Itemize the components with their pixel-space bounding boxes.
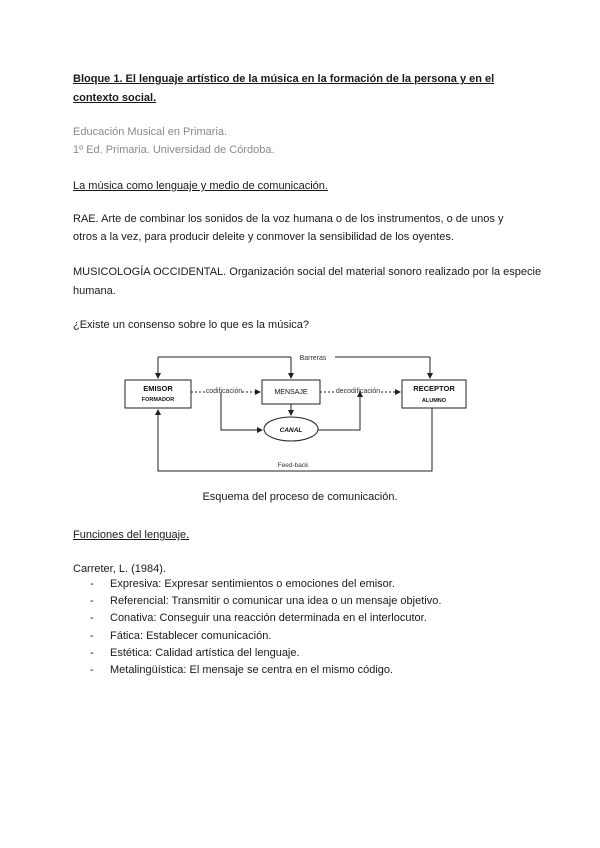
- codification-label: codificación: [205, 388, 243, 395]
- receiver-sub-label: ALUMNO: [421, 398, 447, 404]
- emitter-sub-label: FORMADOR: [141, 397, 175, 403]
- list-item: [73, 593, 441, 610]
- bullet-dash: -: [90, 578, 94, 590]
- section-title-music-language: La música como lenguaje y medio de comunicación.: [73, 180, 328, 192]
- list-item: [73, 662, 441, 679]
- bullet-dash: -: [90, 646, 94, 659]
- function-text: Fática: Establecer comunicación.: [110, 629, 272, 642]
- function-text: Estética: Calidad artística del lenguaje.: [110, 646, 300, 659]
- musicology-definition-line-1: MUSICOLOGÍA OCCIDENTAL. Organización social del material sonoro realizado por la especie: [73, 266, 542, 278]
- list-item: [73, 645, 441, 662]
- channel-receiver-arrow: [318, 392, 360, 430]
- musicology-definition-line-2: humana.: [73, 285, 116, 297]
- heading-line-2: contexto social.: [73, 92, 157, 104]
- function-text: Metalingüística: El mensaje se centra en el mismo código.: [110, 664, 394, 677]
- function-text: Referencial: Transmitir o comunicar una idea o un mensaje objetivo.: [110, 595, 442, 608]
- function-text: Conativa: Conseguir una reacción determinada en el interlocutor.: [110, 612, 427, 625]
- section-title-language-functions: Funciones del lenguaje.: [73, 529, 190, 541]
- bullet-dash: -: [90, 595, 94, 608]
- heading-line-1: Bloque 1. El lenguaje artístico de la música en la formación de la persona y en el: [73, 73, 495, 85]
- subtitle-course: Educación Musical en Primaria.: [73, 126, 228, 138]
- rae-definition-line-1: RAE. Arte de combinar los sonidos de la voz humana o de los instrumentos, o de unos y: [73, 213, 504, 225]
- barriers-label: Barreras: [299, 355, 327, 362]
- receiver-label: RECEPTOR: [413, 384, 455, 393]
- list-item: [73, 628, 441, 645]
- bullet-dash: -: [90, 629, 94, 642]
- consensus-question: ¿Existe un consenso sobre lo que es la música?: [73, 319, 310, 331]
- bullet-dash: -: [90, 612, 94, 625]
- bullet-dash: -: [90, 664, 94, 677]
- subtitle-university: 1º Ed. Primaria. Universidad de Córdoba.: [73, 144, 275, 156]
- list-item: [73, 610, 441, 627]
- list-item: [73, 576, 441, 593]
- emitter-channel-arrow: [221, 392, 262, 430]
- rae-definition-line-2: otros a la vez, para producir deleite y conmover la sensibilidad de los oyentes.: [73, 231, 454, 243]
- decodification-label: decodificación: [335, 388, 381, 395]
- channel-label: CANAL: [279, 427, 303, 434]
- reference-citation: Carreter, L. (1984).: [73, 563, 166, 575]
- feedback-label: Feed-back: [277, 462, 309, 469]
- message-label: MENSAJE: [274, 389, 308, 396]
- functions-list: [73, 576, 441, 679]
- diagram-caption: Esquema del proceso de comunicación.: [202, 491, 398, 503]
- emitter-label: EMISOR: [143, 384, 173, 393]
- function-text: Expresiva: Expresar sentimientos o emociones del emisor.: [110, 578, 395, 590]
